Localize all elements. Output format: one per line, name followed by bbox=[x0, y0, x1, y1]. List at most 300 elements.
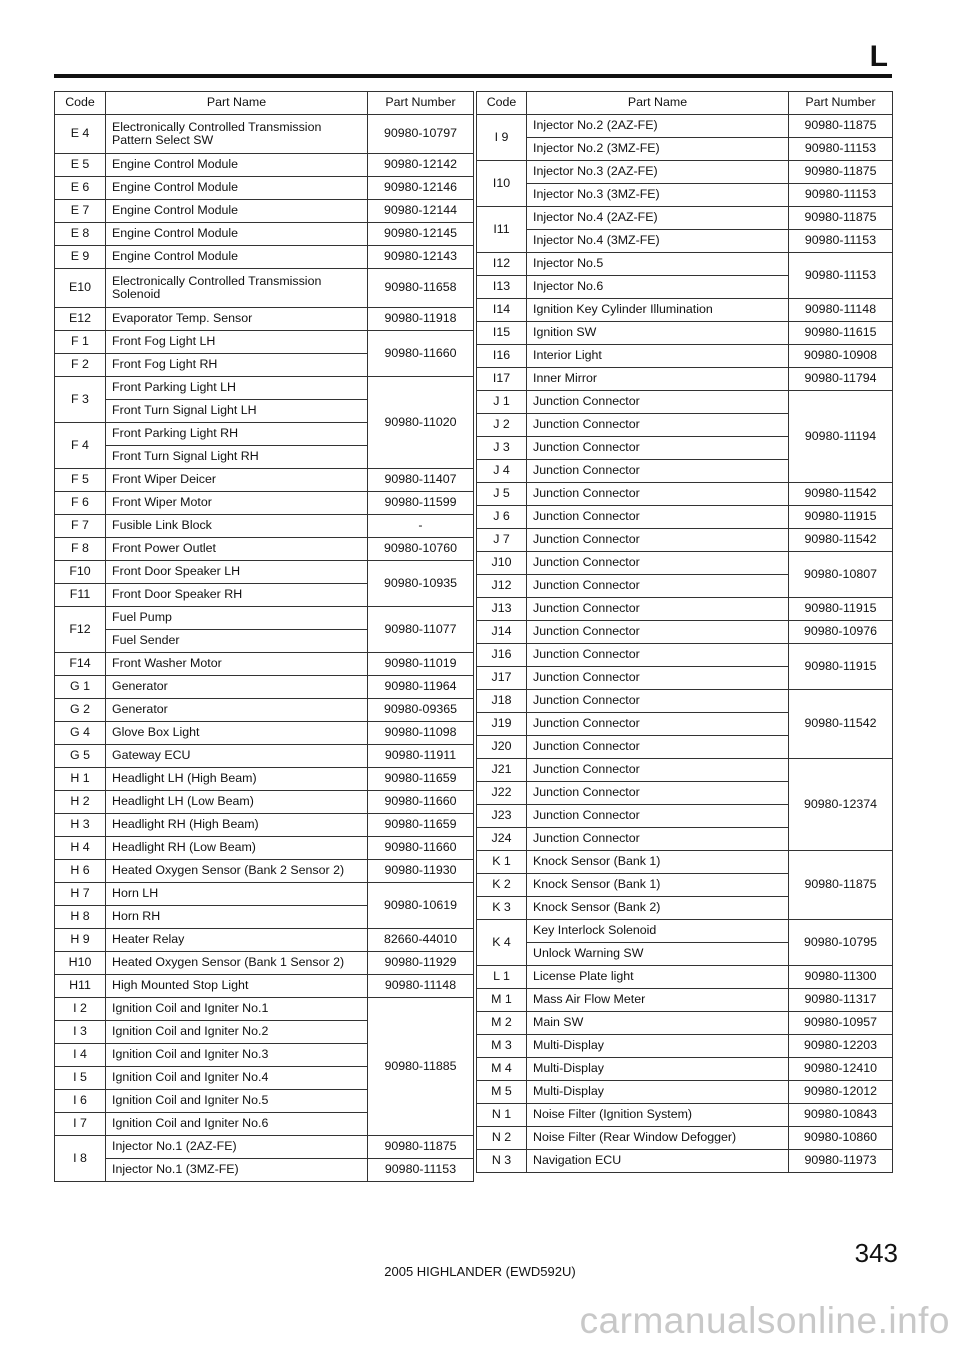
part-name-cell: Ignition Coil and Igniter No.5 bbox=[106, 1090, 368, 1113]
code-cell: H 2 bbox=[55, 791, 106, 814]
part-name-cell: Junction Connector bbox=[527, 805, 789, 828]
code-cell: I11 bbox=[477, 207, 527, 253]
header-part-name: Part Name bbox=[106, 92, 368, 115]
table-row bbox=[477, 644, 893, 667]
part-name-cell: Knock Sensor (Bank 1) bbox=[527, 851, 789, 874]
table-row bbox=[477, 920, 893, 943]
code-cell: I 6 bbox=[55, 1090, 106, 1113]
table-row bbox=[55, 699, 474, 722]
part-name-cell: Injector No.3 (2AZ-FE) bbox=[527, 161, 789, 184]
table-row bbox=[55, 538, 474, 561]
part-number-cell: 90980-11659 bbox=[368, 814, 474, 837]
code-cell: F 7 bbox=[55, 515, 106, 538]
table-row bbox=[55, 814, 474, 837]
table-row bbox=[477, 529, 893, 552]
code-cell: I12 bbox=[477, 253, 527, 276]
code-cell: H 1 bbox=[55, 768, 106, 791]
code-cell: J 6 bbox=[477, 506, 527, 529]
part-name-cell: Junction Connector bbox=[527, 644, 789, 667]
part-number-cell: 90980-11875 bbox=[789, 161, 893, 184]
code-cell: H 4 bbox=[55, 837, 106, 860]
part-number-cell: 90980-11542 bbox=[789, 483, 893, 506]
table-row bbox=[477, 253, 893, 276]
part-number-cell: 90980-12145 bbox=[368, 223, 474, 246]
part-name-cell: Engine Control Module bbox=[106, 223, 368, 246]
table-row bbox=[55, 998, 474, 1021]
header-part-number: Part Number bbox=[368, 92, 474, 115]
part-name-cell: Navigation ECU bbox=[527, 1150, 789, 1173]
code-cell: J23 bbox=[477, 805, 527, 828]
table-row bbox=[55, 469, 474, 492]
code-cell: H 6 bbox=[55, 860, 106, 883]
part-number-cell: 90980-11875 bbox=[368, 1136, 474, 1159]
part-name-cell: Electronically Controlled Transmission Solenoid bbox=[106, 269, 368, 308]
table-row bbox=[477, 1058, 893, 1081]
part-number-cell: - bbox=[368, 515, 474, 538]
part-name-cell: Junction Connector bbox=[527, 782, 789, 805]
part-number-cell: 90980-11973 bbox=[789, 1150, 893, 1173]
code-cell: N 1 bbox=[477, 1104, 527, 1127]
code-cell: J12 bbox=[477, 575, 527, 598]
part-number-cell: 90980-09365 bbox=[368, 699, 474, 722]
table-row bbox=[477, 299, 893, 322]
part-number-cell: 90980-11915 bbox=[789, 598, 893, 621]
part-name-cell: Engine Control Module bbox=[106, 177, 368, 200]
code-cell: I14 bbox=[477, 299, 527, 322]
table-row bbox=[55, 676, 474, 699]
part-name-cell: Headlight RH (Low Beam) bbox=[106, 837, 368, 860]
part-number-cell: 90980-11153 bbox=[789, 253, 893, 299]
code-cell: E12 bbox=[55, 308, 106, 331]
table-row bbox=[477, 368, 893, 391]
table-row bbox=[477, 1104, 893, 1127]
code-cell: E10 bbox=[55, 269, 106, 308]
code-cell: K 4 bbox=[477, 920, 527, 966]
part-name-cell: Key Interlock Solenoid bbox=[527, 920, 789, 943]
part-name-cell: Front Fog Light RH bbox=[106, 354, 368, 377]
part-number-cell: 90980-10957 bbox=[789, 1012, 893, 1035]
part-name-cell: Generator bbox=[106, 676, 368, 699]
part-name-cell: Junction Connector bbox=[527, 759, 789, 782]
part-number-cell: 90980-11317 bbox=[789, 989, 893, 1012]
part-number-cell: 90980-11300 bbox=[789, 966, 893, 989]
table-row bbox=[55, 331, 474, 354]
table-row bbox=[477, 1150, 893, 1173]
code-cell: N 2 bbox=[477, 1127, 527, 1150]
part-name-cell: Front Fog Light LH bbox=[106, 331, 368, 354]
code-cell: I13 bbox=[477, 276, 527, 299]
table-row bbox=[55, 768, 474, 791]
part-number-cell: 90980-10807 bbox=[789, 552, 893, 598]
table-row bbox=[55, 246, 474, 269]
table-row bbox=[55, 377, 474, 400]
code-cell: H 7 bbox=[55, 883, 106, 906]
part-name-cell: Engine Control Module bbox=[106, 200, 368, 223]
table-row bbox=[477, 1081, 893, 1104]
part-name-cell: Ignition Coil and Igniter No.4 bbox=[106, 1067, 368, 1090]
code-cell: J20 bbox=[477, 736, 527, 759]
page-number: 343 bbox=[854, 1238, 898, 1268]
part-number-cell: 90980-11885 bbox=[368, 998, 474, 1136]
code-cell: E 8 bbox=[55, 223, 106, 246]
header-code: Code bbox=[55, 92, 106, 115]
code-cell: J 3 bbox=[477, 437, 527, 460]
code-cell: H 8 bbox=[55, 906, 106, 929]
part-number-cell: 90980-11875 bbox=[789, 851, 893, 920]
table-row bbox=[477, 621, 893, 644]
part-number-cell: 90980-11918 bbox=[368, 308, 474, 331]
part-name-cell: Headlight LH (Low Beam) bbox=[106, 791, 368, 814]
part-name-cell: Ignition Key Cylinder Illumination bbox=[527, 299, 789, 322]
table-row bbox=[477, 161, 893, 184]
part-number-cell: 90980-11658 bbox=[368, 269, 474, 308]
table-row bbox=[477, 483, 893, 506]
part-name-cell: Unlock Warning SW bbox=[527, 943, 789, 966]
part-number-cell: 90980-12144 bbox=[368, 200, 474, 223]
table-row bbox=[55, 223, 474, 246]
part-name-cell: Engine Control Module bbox=[106, 154, 368, 177]
part-name-cell: Main SW bbox=[527, 1012, 789, 1035]
table-row bbox=[55, 177, 474, 200]
part-number-cell: 90980-10935 bbox=[368, 561, 474, 607]
part-number-cell: 90980-11929 bbox=[368, 952, 474, 975]
part-name-cell: Injector No.6 bbox=[527, 276, 789, 299]
part-name-cell: Heated Oxygen Sensor (Bank 2 Sensor 2) bbox=[106, 860, 368, 883]
code-cell: F 8 bbox=[55, 538, 106, 561]
code-cell: J 1 bbox=[477, 391, 527, 414]
watermark: carmanualsonline.info bbox=[579, 1300, 950, 1341]
part-number-cell: 90980-11153 bbox=[789, 138, 893, 161]
part-name-cell: Front Turn Signal Light LH bbox=[106, 400, 368, 423]
code-cell: K 3 bbox=[477, 897, 527, 920]
part-name-cell: Junction Connector bbox=[527, 736, 789, 759]
part-number-cell: 90980-10795 bbox=[789, 920, 893, 966]
code-cell: F14 bbox=[55, 653, 106, 676]
part-name-cell: Horn LH bbox=[106, 883, 368, 906]
part-number-cell: 90980-11599 bbox=[368, 492, 474, 515]
part-name-cell: Heater Relay bbox=[106, 929, 368, 952]
part-name-cell: Noise Filter (Ignition System) bbox=[527, 1104, 789, 1127]
part-number-cell: 90980-11660 bbox=[368, 331, 474, 377]
part-name-cell: Engine Control Module bbox=[106, 246, 368, 269]
part-name-cell: Front Washer Motor bbox=[106, 653, 368, 676]
code-cell: N 3 bbox=[477, 1150, 527, 1173]
code-cell: M 2 bbox=[477, 1012, 527, 1035]
code-cell: I 3 bbox=[55, 1021, 106, 1044]
code-cell: E 5 bbox=[55, 154, 106, 177]
part-name-cell: Generator bbox=[106, 699, 368, 722]
code-cell: F 4 bbox=[55, 423, 106, 469]
part-name-cell: Injector No.2 (3MZ-FE) bbox=[527, 138, 789, 161]
part-number-cell: 90980-11153 bbox=[368, 1159, 474, 1182]
part-name-cell: Glove Box Light bbox=[106, 722, 368, 745]
part-number-cell: 90980-11915 bbox=[789, 506, 893, 529]
table-row bbox=[477, 552, 893, 575]
part-number-cell: 90980-10760 bbox=[368, 538, 474, 561]
code-cell: L 1 bbox=[477, 966, 527, 989]
part-number-cell: 90980-11930 bbox=[368, 860, 474, 883]
part-name-cell: Injector No.2 (2AZ-FE) bbox=[527, 115, 789, 138]
table-row bbox=[477, 207, 893, 230]
table-row bbox=[55, 1159, 474, 1182]
code-cell: F 6 bbox=[55, 492, 106, 515]
part-name-cell: License Plate light bbox=[527, 966, 789, 989]
part-number-cell: 90980-11542 bbox=[789, 690, 893, 759]
code-cell: J18 bbox=[477, 690, 527, 713]
table-row bbox=[55, 975, 474, 998]
part-number-cell: 90980-10976 bbox=[789, 621, 893, 644]
code-cell: J 5 bbox=[477, 483, 527, 506]
part-name-cell: Horn RH bbox=[106, 906, 368, 929]
part-name-cell: Headlight RH (High Beam) bbox=[106, 814, 368, 837]
part-number-cell: 90980-12146 bbox=[368, 177, 474, 200]
table-row bbox=[55, 1136, 474, 1159]
part-number-cell: 90980-11660 bbox=[368, 791, 474, 814]
part-name-cell: Electronically Controlled Transmission Pattern Select SW bbox=[106, 115, 368, 154]
part-name-cell: Front Power Outlet bbox=[106, 538, 368, 561]
code-cell: J22 bbox=[477, 782, 527, 805]
table-row bbox=[477, 115, 893, 138]
code-cell: G 1 bbox=[55, 676, 106, 699]
part-name-cell: Multi-Display bbox=[527, 1058, 789, 1081]
header-part-name: Part Name bbox=[527, 92, 789, 115]
part-number-cell: 90980-11915 bbox=[789, 644, 893, 690]
table-row bbox=[55, 492, 474, 515]
code-cell: M 1 bbox=[477, 989, 527, 1012]
code-cell: H 3 bbox=[55, 814, 106, 837]
code-cell: F 3 bbox=[55, 377, 106, 423]
table-row bbox=[55, 929, 474, 952]
code-cell: J 2 bbox=[477, 414, 527, 437]
code-cell: H10 bbox=[55, 952, 106, 975]
part-number-cell: 90980-12143 bbox=[368, 246, 474, 269]
code-cell: M 5 bbox=[477, 1081, 527, 1104]
section-letter: L bbox=[869, 40, 888, 73]
part-name-cell: Ignition Coil and Igniter No.2 bbox=[106, 1021, 368, 1044]
part-name-cell: Mass Air Flow Meter bbox=[527, 989, 789, 1012]
code-cell: H 9 bbox=[55, 929, 106, 952]
document-title: 2005 HIGHLANDER (EWD592U) bbox=[384, 1264, 576, 1279]
part-number-cell: 90980-12142 bbox=[368, 154, 474, 177]
table-row bbox=[55, 200, 474, 223]
part-number-cell: 90980-11794 bbox=[789, 368, 893, 391]
code-cell: F11 bbox=[55, 584, 106, 607]
code-cell: F 2 bbox=[55, 354, 106, 377]
table-row bbox=[55, 952, 474, 975]
table-row bbox=[477, 966, 893, 989]
part-number-cell: 90980-12203 bbox=[789, 1035, 893, 1058]
part-number-cell: 90980-11148 bbox=[368, 975, 474, 998]
code-cell: J 7 bbox=[477, 529, 527, 552]
table-row bbox=[477, 989, 893, 1012]
code-cell: F 5 bbox=[55, 469, 106, 492]
part-name-cell: Junction Connector bbox=[527, 460, 789, 483]
table-row bbox=[477, 851, 893, 874]
part-name-cell: Headlight LH (High Beam) bbox=[106, 768, 368, 791]
code-cell: E 7 bbox=[55, 200, 106, 223]
part-name-cell: Front Door Speaker LH bbox=[106, 561, 368, 584]
table-row bbox=[55, 837, 474, 860]
part-number-cell: 90980-12374 bbox=[789, 759, 893, 851]
part-number-cell: 90980-11194 bbox=[789, 391, 893, 483]
parts-table-right bbox=[476, 91, 893, 1173]
part-name-cell: Front Parking Light RH bbox=[106, 423, 368, 446]
table-row bbox=[477, 1012, 893, 1035]
part-name-cell: Junction Connector bbox=[527, 828, 789, 851]
part-name-cell: Injector No.5 bbox=[527, 253, 789, 276]
part-number-cell: 90980-11615 bbox=[789, 322, 893, 345]
part-name-cell: Injector No.3 (3MZ-FE) bbox=[527, 184, 789, 207]
part-name-cell: High Mounted Stop Light bbox=[106, 975, 368, 998]
table-row bbox=[477, 1127, 893, 1150]
table-row bbox=[55, 607, 474, 630]
code-cell: G 4 bbox=[55, 722, 106, 745]
part-name-cell: Knock Sensor (Bank 2) bbox=[527, 897, 789, 920]
part-number-cell: 90980-11659 bbox=[368, 768, 474, 791]
part-number-cell: 90980-11019 bbox=[368, 653, 474, 676]
table-row bbox=[55, 561, 474, 584]
part-name-cell: Junction Connector bbox=[527, 437, 789, 460]
code-cell: I 5 bbox=[55, 1067, 106, 1090]
parts-table-left bbox=[54, 91, 474, 1182]
code-cell: J17 bbox=[477, 667, 527, 690]
code-cell: K 2 bbox=[477, 874, 527, 897]
header-code: Code bbox=[477, 92, 527, 115]
part-name-cell: Junction Connector bbox=[527, 529, 789, 552]
part-number-cell: 90980-12012 bbox=[789, 1081, 893, 1104]
part-number-cell: 90980-11542 bbox=[789, 529, 893, 552]
table-row bbox=[477, 322, 893, 345]
table-row bbox=[477, 690, 893, 713]
table-row bbox=[55, 115, 474, 154]
part-name-cell: Injector No.1 (2AZ-FE) bbox=[106, 1136, 368, 1159]
part-name-cell: Evaporator Temp. Sensor bbox=[106, 308, 368, 331]
table-header-row bbox=[477, 92, 893, 115]
code-cell: F12 bbox=[55, 607, 106, 653]
table-row bbox=[55, 745, 474, 768]
part-name-cell: Inner Mirror bbox=[527, 368, 789, 391]
code-cell: I16 bbox=[477, 345, 527, 368]
part-name-cell: Front Parking Light LH bbox=[106, 377, 368, 400]
table-row bbox=[477, 345, 893, 368]
part-number-cell: 82660-44010 bbox=[368, 929, 474, 952]
part-number-cell: 90980-10843 bbox=[789, 1104, 893, 1127]
code-cell: F 1 bbox=[55, 331, 106, 354]
table-row bbox=[477, 138, 893, 161]
table-row bbox=[55, 515, 474, 538]
code-cell: G 5 bbox=[55, 745, 106, 768]
part-number-cell: 90980-11077 bbox=[368, 607, 474, 653]
part-number-cell: 90980-11660 bbox=[368, 837, 474, 860]
part-number-cell: 90980-10619 bbox=[368, 883, 474, 929]
table-row bbox=[55, 269, 474, 308]
part-name-cell: Junction Connector bbox=[527, 667, 789, 690]
code-cell: J 4 bbox=[477, 460, 527, 483]
code-cell: E 4 bbox=[55, 115, 106, 154]
part-number-cell: 90980-11153 bbox=[789, 230, 893, 253]
part-number-cell: 90980-11911 bbox=[368, 745, 474, 768]
part-name-cell: Fusible Link Block bbox=[106, 515, 368, 538]
code-cell: J16 bbox=[477, 644, 527, 667]
part-name-cell: Junction Connector bbox=[527, 483, 789, 506]
part-number-cell: 90980-11153 bbox=[789, 184, 893, 207]
code-cell: K 1 bbox=[477, 851, 527, 874]
part-name-cell: Gateway ECU bbox=[106, 745, 368, 768]
table-header-row bbox=[55, 92, 474, 115]
code-cell: H11 bbox=[55, 975, 106, 998]
part-name-cell: Front Turn Signal Light RH bbox=[106, 446, 368, 469]
part-name-cell: Multi-Display bbox=[527, 1035, 789, 1058]
code-cell: I 7 bbox=[55, 1113, 106, 1136]
part-number-cell: 90980-10797 bbox=[368, 115, 474, 154]
part-name-cell: Multi-Display bbox=[527, 1081, 789, 1104]
part-name-cell: Injector No.4 (2AZ-FE) bbox=[527, 207, 789, 230]
part-name-cell: Ignition SW bbox=[527, 322, 789, 345]
code-cell: I 8 bbox=[55, 1136, 106, 1182]
part-name-cell: Heated Oxygen Sensor (Bank 1 Sensor 2) bbox=[106, 952, 368, 975]
part-name-cell: Fuel Pump bbox=[106, 607, 368, 630]
part-name-cell: Interior Light bbox=[527, 345, 789, 368]
table-row bbox=[55, 860, 474, 883]
table-row bbox=[477, 184, 893, 207]
table-row bbox=[55, 154, 474, 177]
part-name-cell: Front Wiper Motor bbox=[106, 492, 368, 515]
part-name-cell: Knock Sensor (Bank 1) bbox=[527, 874, 789, 897]
table-row bbox=[477, 759, 893, 782]
code-cell: F10 bbox=[55, 561, 106, 584]
part-name-cell: Ignition Coil and Igniter No.1 bbox=[106, 998, 368, 1021]
code-cell: J21 bbox=[477, 759, 527, 782]
code-cell: I 4 bbox=[55, 1044, 106, 1067]
table-row bbox=[477, 1035, 893, 1058]
part-name-cell: Front Door Speaker RH bbox=[106, 584, 368, 607]
part-number-cell: 90980-11875 bbox=[789, 115, 893, 138]
code-cell: E 9 bbox=[55, 246, 106, 269]
code-cell: I 2 bbox=[55, 998, 106, 1021]
code-cell: I15 bbox=[477, 322, 527, 345]
part-name-cell: Junction Connector bbox=[527, 414, 789, 437]
code-cell: J10 bbox=[477, 552, 527, 575]
part-number-cell: 90980-10908 bbox=[789, 345, 893, 368]
header-rule bbox=[54, 74, 892, 78]
part-number-cell: 90980-11148 bbox=[789, 299, 893, 322]
table-row bbox=[477, 391, 893, 414]
table-row bbox=[55, 722, 474, 745]
code-cell: J19 bbox=[477, 713, 527, 736]
part-name-cell: Junction Connector bbox=[527, 575, 789, 598]
part-number-cell: 90980-11098 bbox=[368, 722, 474, 745]
code-cell: M 4 bbox=[477, 1058, 527, 1081]
table-row bbox=[477, 230, 893, 253]
table-row bbox=[477, 506, 893, 529]
part-name-cell: Junction Connector bbox=[527, 391, 789, 414]
part-name-cell: Front Wiper Deicer bbox=[106, 469, 368, 492]
code-cell: M 3 bbox=[477, 1035, 527, 1058]
part-name-cell: Junction Connector bbox=[527, 506, 789, 529]
part-name-cell: Ignition Coil and Igniter No.6 bbox=[106, 1113, 368, 1136]
part-number-cell: 90980-11875 bbox=[789, 207, 893, 230]
code-cell: E 6 bbox=[55, 177, 106, 200]
code-cell: J13 bbox=[477, 598, 527, 621]
part-number-cell: 90980-11964 bbox=[368, 676, 474, 699]
part-name-cell: Junction Connector bbox=[527, 713, 789, 736]
code-cell: G 2 bbox=[55, 699, 106, 722]
table-row bbox=[55, 308, 474, 331]
code-cell: I 9 bbox=[477, 115, 527, 161]
part-number-cell: 90980-11407 bbox=[368, 469, 474, 492]
part-name-cell: Ignition Coil and Igniter No.3 bbox=[106, 1044, 368, 1067]
table-row bbox=[55, 791, 474, 814]
